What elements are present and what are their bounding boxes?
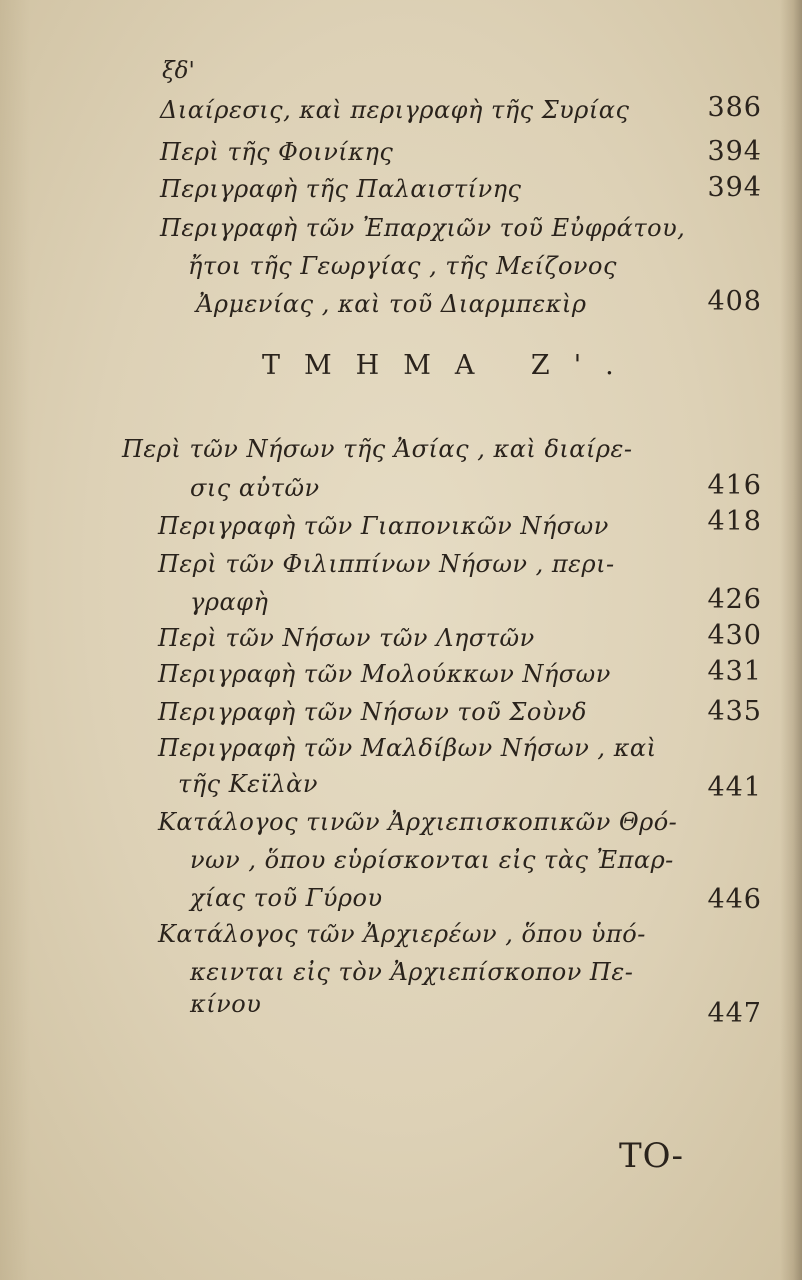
- section-title: ΤΜΗΜΑ Ζ'.: [262, 350, 638, 381]
- toc-entry-line: κεινται εἰς τὸν Ἀρχιεπίσκοπον Πε-: [190, 958, 634, 986]
- catchword: ΤΟ-: [618, 1136, 684, 1176]
- toc-page-number: 408: [707, 286, 762, 317]
- toc-page-number: 431: [707, 656, 762, 687]
- toc-entry-line: νων , ὅπου εὑρίσκονται εἰς τὰς Ἐπαρ-: [190, 846, 674, 874]
- toc-page-number: 435: [707, 696, 762, 727]
- toc-page-number: 416: [707, 470, 762, 501]
- toc-entry-line: Κατάλογος τινῶν Ἀρχιεπισκοπικῶν Θρό-: [158, 808, 678, 836]
- toc-entry-line: Περὶ τῶν Φιλιππίνων Νήσων , περι-: [158, 550, 615, 578]
- toc-page-number: 430: [707, 620, 762, 651]
- toc-entry-line: σις αὐτῶν: [190, 474, 320, 502]
- toc-entry-line: Διαίρεσις, καὶ περιγραφὴ τῆς Συρίας: [160, 96, 630, 124]
- toc-page-number: 447: [707, 998, 762, 1029]
- toc-entry-line: Περιγραφὴ τῆς Παλαιστίνης: [160, 175, 522, 203]
- toc-page-number: 446: [707, 884, 762, 915]
- toc-entry-line: ἤτοι τῆς Γεωργίας , τῆς Μείζονος: [188, 252, 617, 280]
- toc-entry-line: τῆς Κεϊλὰν: [178, 770, 318, 798]
- toc-entry-line: Περὶ τῶν Νήσων τῆς Ἀσίας , καὶ διαίρε-: [122, 435, 633, 463]
- toc-entry-line: Κατάλογος τῶν Ἀρχιερέων , ὅπου ὑπό-: [158, 920, 646, 948]
- toc-entry-line: Περιγραφὴ τῶν Ἐπαρχιῶν τοῦ Εὐφράτου,: [160, 214, 686, 242]
- page-shadow-right: [780, 0, 802, 1280]
- toc-entry-line: Περιγραφὴ τῶν Νήσων τοῦ Σοὺνδ: [158, 698, 587, 726]
- toc-entry-line: Περιγραφὴ τῶν Μαλδίβων Νήσων , καὶ: [158, 734, 657, 762]
- toc-entry-line: Ἀρμενίας , καὶ τοῦ Διαρμπεκὶρ: [196, 290, 587, 318]
- toc-entry-line: γραφὴ: [190, 588, 269, 616]
- toc-entry-line: χίας τοῦ Γύρου: [190, 884, 383, 912]
- toc-page-number: 418: [707, 506, 762, 537]
- page-mark: ξδ': [162, 58, 195, 84]
- toc-page-number: 386: [707, 92, 762, 123]
- toc-entry-line: Περιγραφὴ τῶν Γιαπονικῶν Νήσων: [158, 512, 609, 540]
- toc-entry-line: κίνου: [190, 990, 262, 1018]
- toc-page-number: 394: [707, 172, 762, 203]
- toc-page-number: 441: [707, 772, 762, 803]
- toc-entry-line: Περιγραφὴ τῶν Μολούκκων Νήσων: [158, 660, 611, 688]
- toc-page-number: 426: [707, 584, 762, 615]
- toc-page-number: 394: [707, 136, 762, 167]
- toc-entry-line: Περὶ τῶν Νήσων τῶν Ληστῶν: [158, 624, 535, 652]
- toc-entry-line: Περὶ τῆς Φοινίκης: [160, 138, 394, 166]
- page-shadow-left: [0, 0, 30, 1280]
